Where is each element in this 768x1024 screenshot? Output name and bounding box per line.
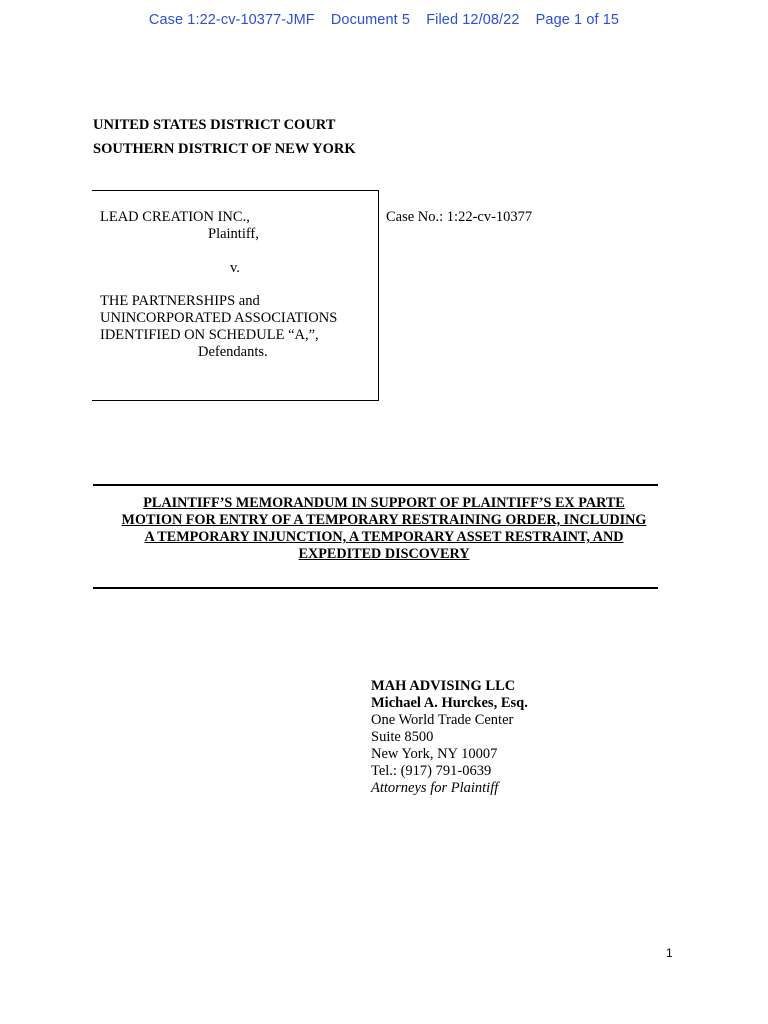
case-number: Case No.: 1:22-cv-10377 [386, 209, 533, 225]
firm-name: MAH ADVISING LLC [371, 678, 516, 694]
court-name: UNITED STATES DISTRICT COURT [93, 117, 336, 133]
versus-label: v. [230, 260, 240, 276]
attorney-role: Attorneys for Plaintiff [371, 780, 499, 796]
address-city: New York, NY 10007 [371, 746, 498, 762]
defendant-line-3: IDENTIFIED ON SCHEDULE “A,”, [100, 327, 319, 343]
plaintiff-name: LEAD CREATION INC., [100, 209, 250, 225]
page-count-stamp: Page 1 of 15 [535, 12, 620, 28]
title-line-1: PLAINTIFF’S MEMORANDUM IN SUPPORT OF PLAINTIFF’S EX PARTE [143, 495, 625, 511]
defendant-role: Defendants. [198, 344, 268, 360]
address-line-1: One World Trade Center [371, 712, 514, 728]
defendant-line-2: UNINCORPORATED ASSOCIATIONS [100, 310, 338, 326]
defendant-line-1: THE PARTNERSHIPS and [100, 293, 260, 309]
title-line-4: EXPEDITED DISCOVERY [298, 546, 470, 562]
title-top-rule [93, 484, 658, 486]
filed-date-stamp: Filed 12/08/22 [426, 12, 520, 28]
ecf-header-stamp [0, 12, 768, 28]
document-number-stamp: Document 5 [330, 12, 411, 28]
address-line-2: Suite 8500 [371, 729, 434, 745]
attorney-block [371, 678, 528, 797]
title-bottom-rule [93, 587, 658, 589]
title-line-2: MOTION FOR ENTRY OF A TEMPORARY RESTRAINING ORDER, INCLUDING [121, 512, 647, 528]
title-line-3: A TEMPORARY INJUNCTION, A TEMPORARY ASSET RESTRAINT, AND [144, 529, 624, 545]
case-number-stamp: Case 1:22-cv-10377-JMF [148, 12, 315, 28]
document-title [93, 495, 675, 563]
court-district: SOUTHERN DISTRICT OF NEW YORK [93, 141, 356, 157]
plaintiff-role: Plaintiff, [208, 226, 259, 242]
page-number: 1 [666, 946, 673, 960]
phone-number: Tel.: (917) 791-0639 [371, 763, 492, 779]
attorney-name: Michael A. Hurckes, Esq. [371, 695, 528, 711]
